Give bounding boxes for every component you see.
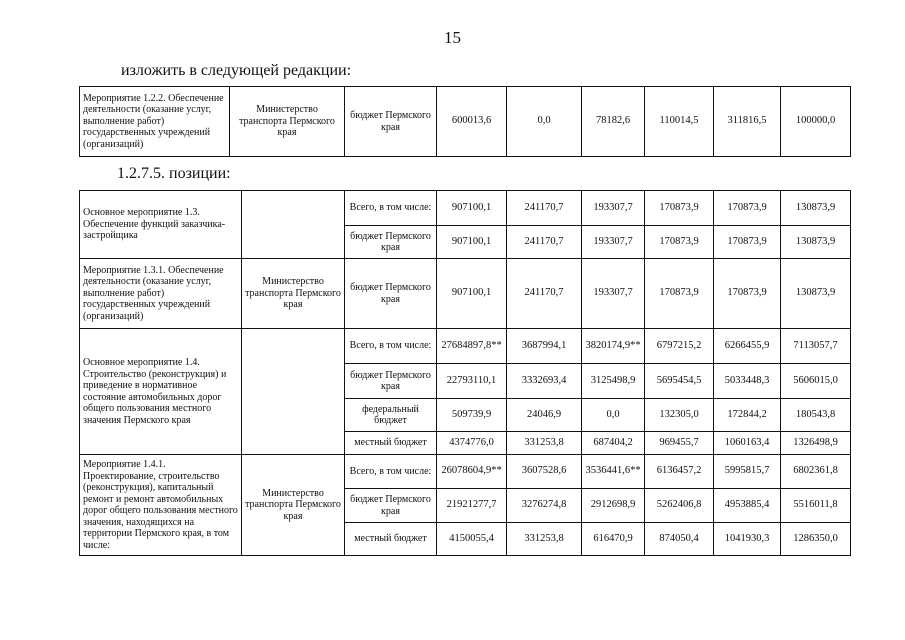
- funding-source-cell: местный бюджет: [345, 523, 437, 556]
- amount-cell: 7113057,7: [781, 329, 851, 364]
- amount-cell: 4953885,4: [714, 489, 781, 523]
- amount-cell: 5516011,8: [781, 489, 851, 523]
- table-measure-1-2-2: [79, 86, 851, 157]
- amount-cell: 130873,9: [781, 191, 851, 226]
- amount-cell: 1041930,3: [714, 523, 781, 556]
- amount-cell: 78182,6: [582, 87, 645, 157]
- amount-cell: 1286350,0: [781, 523, 851, 556]
- amount-cell: 100000,0: [781, 87, 851, 157]
- amount-cell: 170873,9: [714, 226, 781, 259]
- amount-cell: 5033448,3: [714, 364, 781, 399]
- amount-cell: 193307,7: [582, 259, 645, 329]
- amount-cell: 170873,9: [714, 259, 781, 329]
- measure-name-cell: Мероприятие 1.3.1. Обеспечение деятельности (оказание услуг, выполнение работ) государственных учреждений (организаций): [80, 259, 242, 329]
- measure-name-cell: Основное мероприятие 1.4. Строительство (реконструкция) и приведение в нормативное состояние автомобильных дорог общего пользования местного значения Пермского края: [80, 329, 242, 455]
- funding-source-cell: бюджет Пермского края: [345, 259, 437, 329]
- amount-cell: 907100,1: [437, 191, 507, 226]
- section-heading-positions: 1.2.7.5. позиции:: [117, 165, 231, 182]
- amount-cell: 331253,8: [507, 523, 582, 556]
- table-row: [80, 191, 851, 226]
- amount-cell: 241170,7: [507, 191, 582, 226]
- amount-cell: 874050,4: [645, 523, 714, 556]
- funding-source-cell: местный бюджет: [345, 432, 437, 455]
- amount-cell: 170873,9: [645, 259, 714, 329]
- table-row: [80, 259, 851, 329]
- amount-cell: 3820174,9**: [582, 329, 645, 364]
- amount-cell: 907100,1: [437, 259, 507, 329]
- amount-cell: 130873,9: [781, 259, 851, 329]
- amount-cell: 180543,8: [781, 399, 851, 432]
- amount-cell: 5606015,0: [781, 364, 851, 399]
- amount-cell: 1060163,4: [714, 432, 781, 455]
- measure-name-cell: Мероприятие 1.4.1. Проектирование, строительство (реконструкция), капитальный ремонт и ремонт автомобильных дорог общего пользования местного значения, находящихся на территории Пермского края, в том числе:: [80, 455, 242, 556]
- amount-cell: 172844,2: [714, 399, 781, 432]
- amount-cell: 4150055,4: [437, 523, 507, 556]
- amount-cell: 193307,7: [582, 191, 645, 226]
- amount-cell: 3536441,6**: [582, 455, 645, 489]
- amount-cell: 170873,9: [714, 191, 781, 226]
- executor-cell: Министерство транспорта Пермского края: [242, 259, 345, 329]
- table-row: [80, 455, 851, 489]
- amount-cell: 130873,9: [781, 226, 851, 259]
- amount-cell: 3125498,9: [582, 364, 645, 399]
- executor-cell: [242, 329, 345, 455]
- amount-cell: 3687994,1: [507, 329, 582, 364]
- amount-cell: 26078604,9**: [437, 455, 507, 489]
- page-number: 15: [444, 28, 461, 47]
- amount-cell: 4374776,0: [437, 432, 507, 455]
- amount-cell: 241170,7: [507, 259, 582, 329]
- funding-source-cell: бюджет Пермского края: [345, 489, 437, 523]
- amount-cell: 27684897,8**: [437, 329, 507, 364]
- table-row: [80, 87, 851, 157]
- amount-cell: 6797215,2: [645, 329, 714, 364]
- funding-source-cell: федеральный бюджет: [345, 399, 437, 432]
- amount-cell: 5262406,8: [645, 489, 714, 523]
- amount-cell: 132305,0: [645, 399, 714, 432]
- funding-source-cell: Всего, в том числе:: [345, 329, 437, 364]
- amount-cell: 21921277,7: [437, 489, 507, 523]
- amount-cell: 311816,5: [714, 87, 781, 157]
- amount-cell: 600013,6: [437, 87, 507, 157]
- amount-cell: 6266455,9: [714, 329, 781, 364]
- amount-cell: 193307,7: [582, 226, 645, 259]
- amount-cell: 907100,1: [437, 226, 507, 259]
- amount-cell: 331253,8: [507, 432, 582, 455]
- amount-cell: 3276274,8: [507, 489, 582, 523]
- amount-cell: 5695454,5: [645, 364, 714, 399]
- amount-cell: 0,0: [582, 399, 645, 432]
- section-heading-edit: изложить в следующей редакции:: [121, 62, 352, 79]
- amount-cell: 24046,9: [507, 399, 582, 432]
- amount-cell: 3332693,4: [507, 364, 582, 399]
- funding-source-cell: бюджет Пермского края: [345, 87, 437, 157]
- amount-cell: 509739,9: [437, 399, 507, 432]
- executor-cell: [242, 191, 345, 259]
- amount-cell: 2912698,9: [582, 489, 645, 523]
- amount-cell: 170873,9: [645, 226, 714, 259]
- table-row: [80, 329, 851, 364]
- amount-cell: 1326498,9: [781, 432, 851, 455]
- amount-cell: 969455,7: [645, 432, 714, 455]
- amount-cell: 241170,7: [507, 226, 582, 259]
- amount-cell: 616470,9: [582, 523, 645, 556]
- funding-source-cell: Всего, в том числе:: [345, 455, 437, 489]
- amount-cell: 170873,9: [645, 191, 714, 226]
- measure-name-cell: Мероприятие 1.2.2. Обеспечение деятельности (оказание услуг, выполнение работ) государственных учреждений (организаций): [80, 87, 230, 157]
- amount-cell: 22793110,1: [437, 364, 507, 399]
- measure-name-cell: Основное мероприятие 1.3. Обеспечение функций заказчика-застройщика: [80, 191, 242, 259]
- funding-source-cell: бюджет Пермского края: [345, 226, 437, 259]
- amount-cell: 110014,5: [645, 87, 714, 157]
- amount-cell: 3607528,6: [507, 455, 582, 489]
- amount-cell: 0,0: [507, 87, 582, 157]
- table-measures-1-3-1-4: [79, 190, 851, 556]
- amount-cell: 5995815,7: [714, 455, 781, 489]
- amount-cell: 687404,2: [582, 432, 645, 455]
- executor-cell: Министерство транспорта Пермского края: [230, 87, 345, 157]
- amount-cell: 6136457,2: [645, 455, 714, 489]
- executor-cell: Министерство транспорта Пермского края: [242, 455, 345, 556]
- amount-cell: 6802361,8: [781, 455, 851, 489]
- funding-source-cell: Всего, в том числе:: [345, 191, 437, 226]
- funding-source-cell: бюджет Пермского края: [345, 364, 437, 399]
